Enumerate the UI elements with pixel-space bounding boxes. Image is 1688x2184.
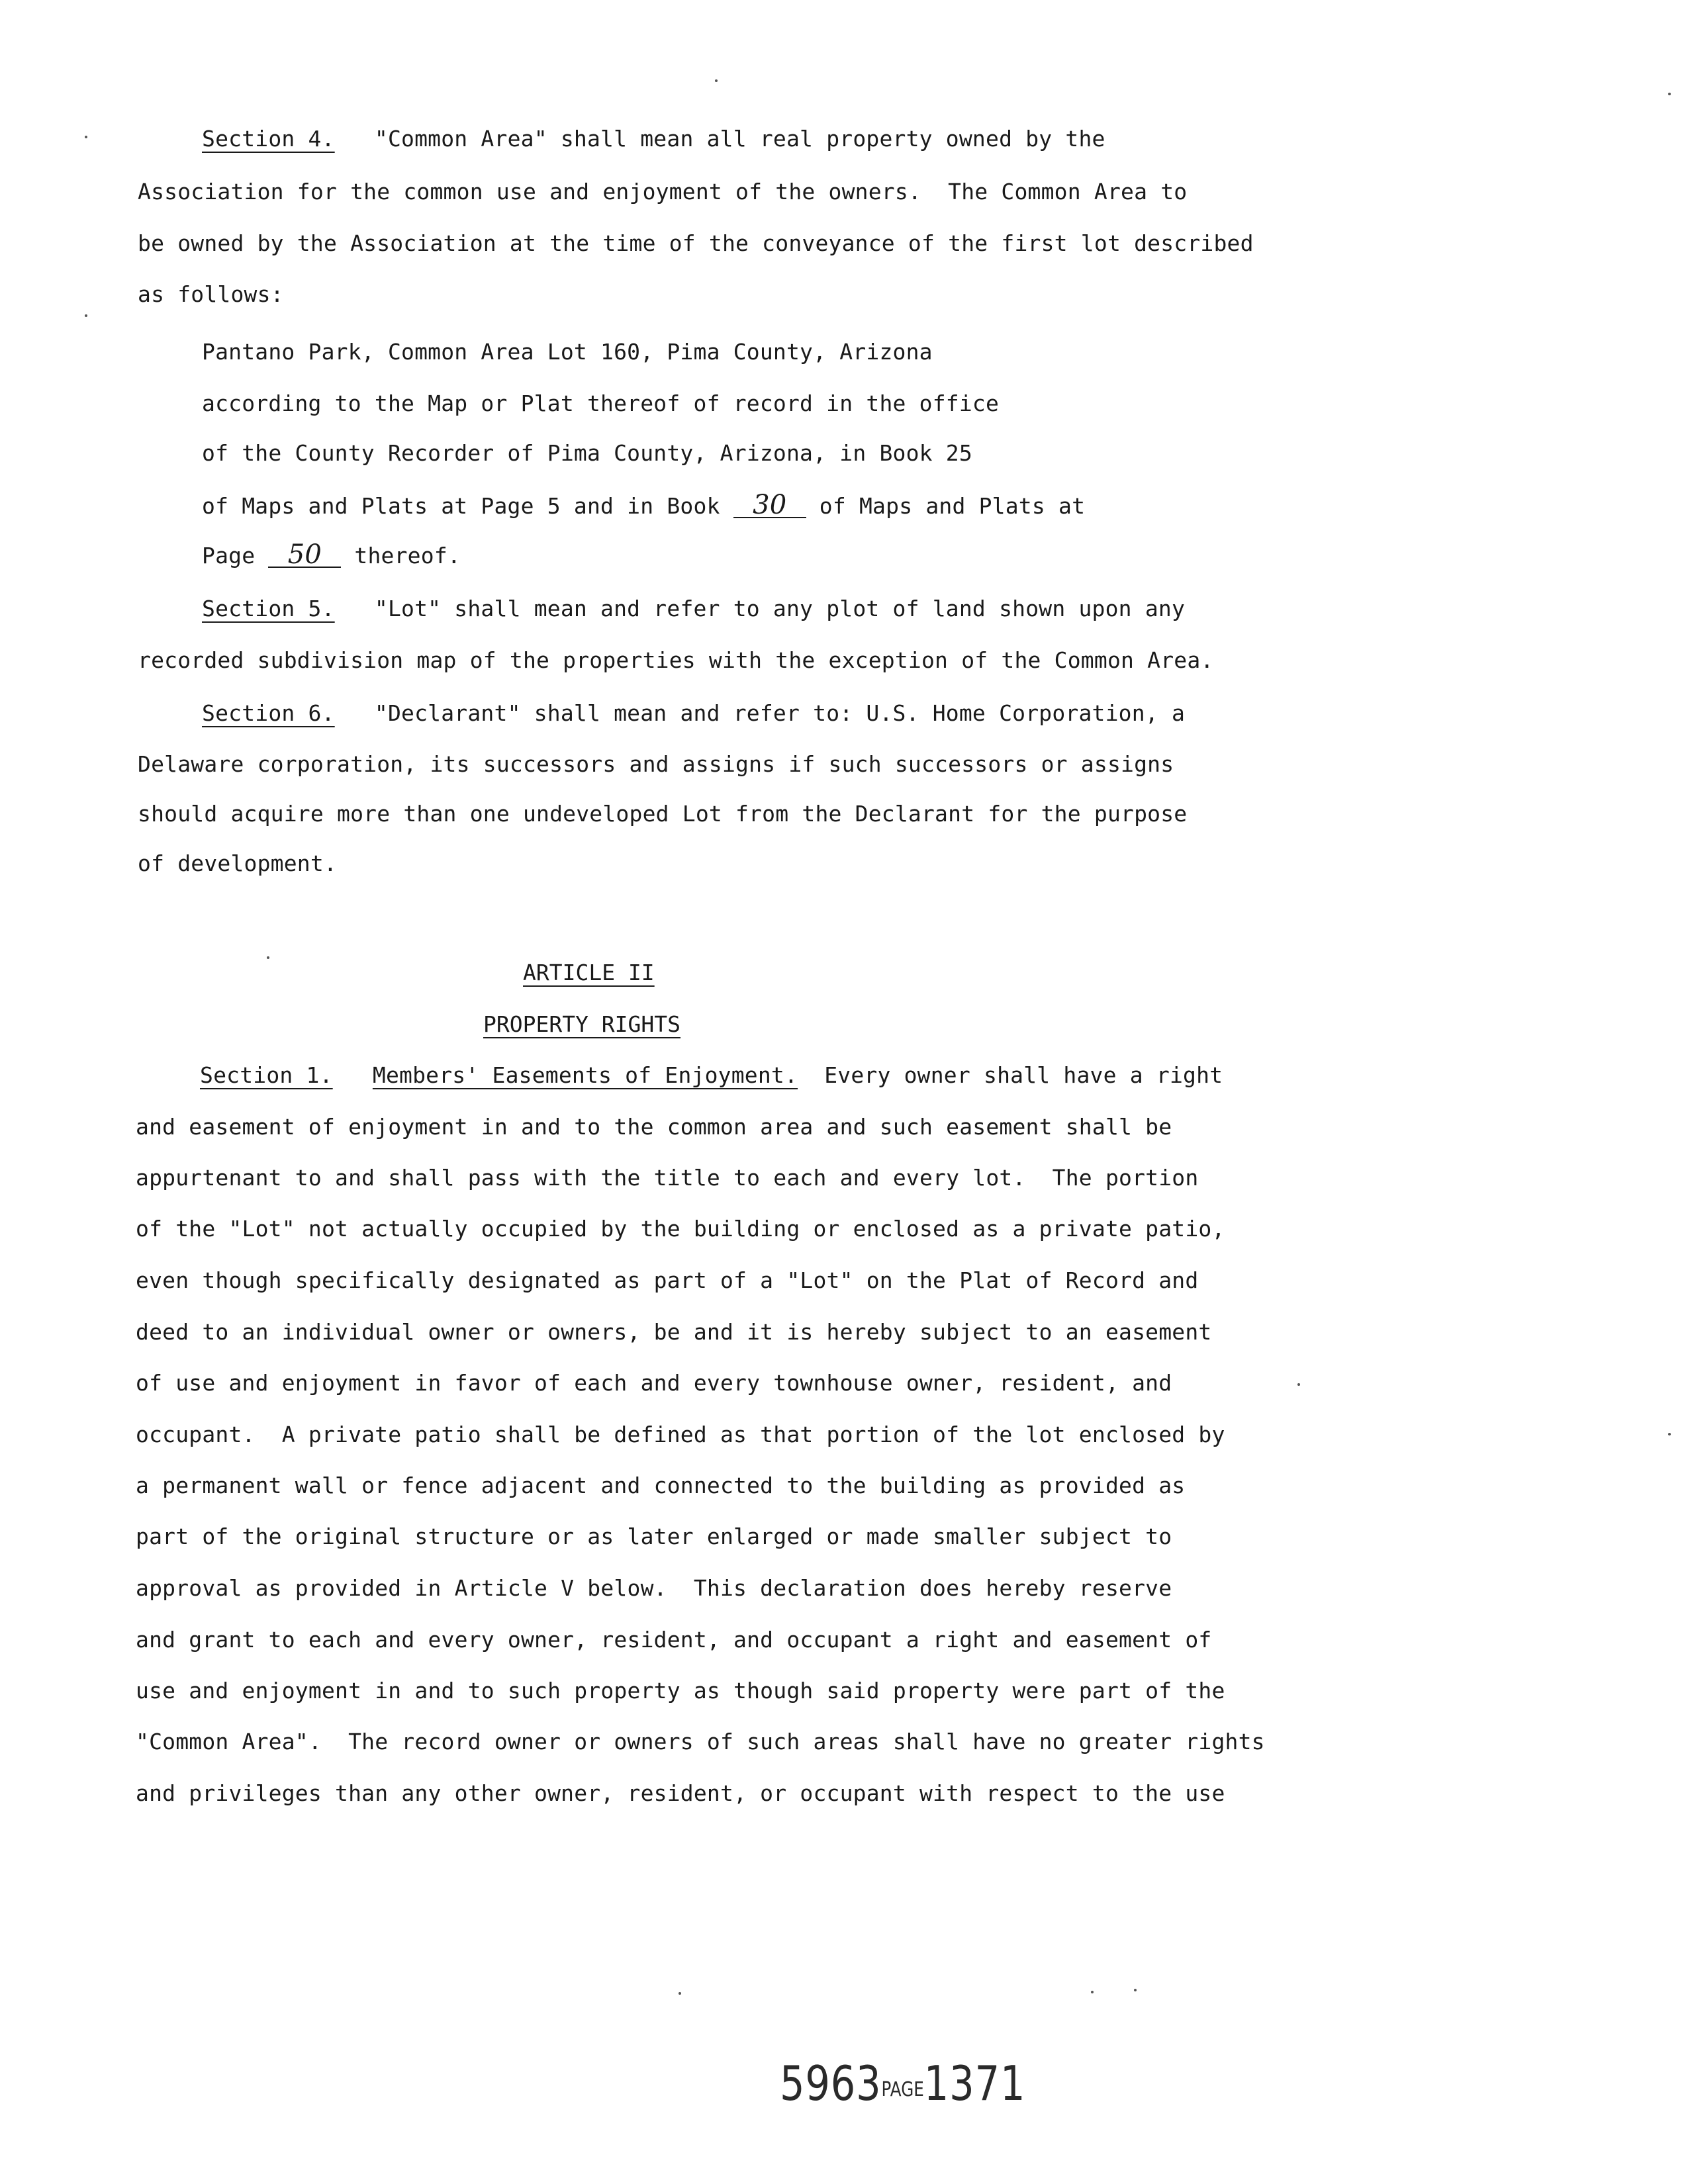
section-6-first-line bbox=[202, 700, 1185, 727]
art2-section-1-subheading: Members' Easements of Enjoyment. bbox=[372, 1062, 798, 1088]
body-line: appurtenant to and shall pass with the title to each and every lot. The portion bbox=[136, 1165, 1199, 1191]
body-line: of the "Lot" not actually occupied by the building or enclosed as a private patio, bbox=[136, 1216, 1225, 1242]
legal-line bbox=[202, 490, 1086, 520]
scan-speck bbox=[715, 79, 718, 82]
scan-speck bbox=[1091, 1991, 1094, 1993]
stamp-page-label: PAGE bbox=[881, 2078, 924, 2101]
section-5-heading: Section 5. bbox=[202, 596, 335, 621]
body-line: occupant. A private patio shall be defined as that portion of the lot enclosed by bbox=[136, 1422, 1225, 1447]
scan-speck bbox=[1297, 1383, 1300, 1386]
section-5-text: "Lot" shall mean and refer to any plot of land shown upon any bbox=[374, 596, 1186, 621]
legal-text: of Maps and Plats at bbox=[806, 493, 1086, 519]
legal-line: of the County Recorder of Pima County, Arizona, in Book 25 bbox=[202, 440, 972, 466]
body-line: a permanent wall or fence adjacent and connected to the building as provided as bbox=[136, 1473, 1186, 1498]
legal-line bbox=[202, 539, 461, 570]
legal-text: Page bbox=[202, 543, 269, 569]
scan-speck bbox=[85, 136, 87, 138]
art2-section-1-first-line bbox=[200, 1062, 1223, 1089]
article-title: PROPERTY RIGHTS bbox=[483, 1011, 681, 1037]
legal-line: Pantano Park, Common Area Lot 160, Pima County, Arizona bbox=[202, 339, 933, 365]
section-5-first-line bbox=[202, 596, 1185, 622]
art2-section-1-heading: Section 1. bbox=[200, 1062, 333, 1088]
body-line: of use and enjoyment in favor of each and every townhouse owner, resident, and bbox=[136, 1370, 1172, 1396]
body-line: as follows: bbox=[138, 281, 284, 307]
scan-speck bbox=[1668, 93, 1671, 95]
body-line: and privileges than any other owner, resident, or occupant with respect to the use bbox=[136, 1780, 1225, 1806]
body-line: even though specifically designated as part of a "Lot" on the Plat of Record and bbox=[136, 1267, 1199, 1293]
handwritten-page-number: 50 bbox=[268, 543, 341, 568]
legal-line: according to the Map or Plat thereof of record in the office bbox=[202, 390, 1000, 416]
body-line: of development. bbox=[138, 850, 338, 876]
scan-speck bbox=[1668, 1433, 1671, 1435]
art2-section-1-text: Every owner shall have a right bbox=[824, 1062, 1223, 1088]
body-line: should acquire more than one undeveloped Lot from the Declarant for the purpose bbox=[138, 801, 1188, 827]
body-line: use and enjoyment in and to such property as though said property were part of the bbox=[136, 1678, 1225, 1704]
recorder-page-stamp bbox=[780, 2057, 1025, 2116]
section-6-heading: Section 6. bbox=[202, 700, 335, 726]
handwritten-book-number: 30 bbox=[733, 493, 806, 518]
body-line: and easement of enjoyment in and to the common area and such easement shall be bbox=[136, 1114, 1172, 1140]
body-line: recorded subdivision map of the properties with the exception of the Common Area. bbox=[138, 647, 1214, 673]
legal-text: of Maps and Plats at Page 5 and in Book bbox=[202, 493, 733, 519]
article-number: ARTICLE II bbox=[523, 960, 655, 985]
body-line: deed to an individual owner or owners, be and it is hereby subject to an easement bbox=[136, 1319, 1212, 1345]
section-4-heading: Section 4. bbox=[202, 126, 335, 152]
section-6-text: "Declarant" shall mean and refer to: U.S. Home Corporation, a bbox=[374, 700, 1186, 726]
body-line: "Common Area". The record owner or owners of such areas shall have no greater rights bbox=[136, 1729, 1265, 1754]
scan-speck bbox=[85, 314, 87, 317]
legal-text: thereof. bbox=[341, 543, 461, 569]
body-line: approval as provided in Article V below. This declaration does hereby reserve bbox=[136, 1575, 1172, 1601]
body-line: and grant to each and every owner, resident, and occupant a right and easement of bbox=[136, 1627, 1212, 1653]
section-4-text: "Common Area" shall mean all real property owned by the bbox=[374, 126, 1105, 152]
section-4-first-line bbox=[202, 126, 1105, 152]
scan-speck bbox=[1134, 1989, 1137, 1991]
body-line: be owned by the Association at the time of the conveyance of the first lot described bbox=[138, 230, 1254, 256]
stamp-docket: 5963 bbox=[780, 2056, 882, 2111]
scan-speck bbox=[679, 1992, 681, 1995]
stamp-page-number: 1371 bbox=[923, 2056, 1026, 2111]
body-line: Association for the common use and enjoyment of the owners. The Common Area to bbox=[138, 179, 1188, 205]
scan-speck bbox=[267, 956, 269, 959]
body-line: part of the original structure or as later enlarged or made smaller subject to bbox=[136, 1524, 1172, 1549]
body-line: Delaware corporation, its successors and assigns if such successors or assigns bbox=[138, 751, 1174, 777]
